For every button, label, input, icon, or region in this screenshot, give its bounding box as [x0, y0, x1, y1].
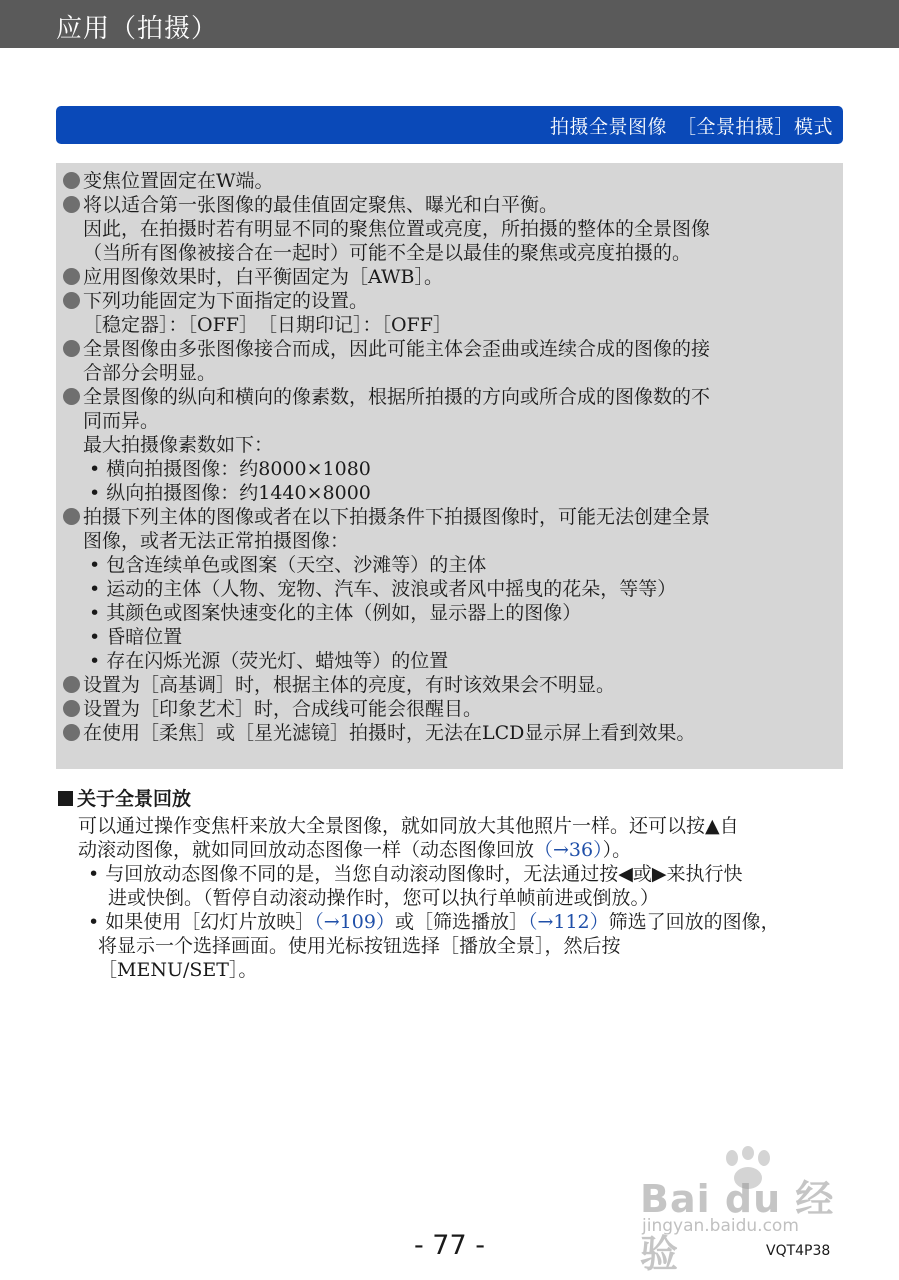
note-item: 拍摄下列主体的图像或者在以下拍摄条件下拍摄图像时，可能无法创建全景	[63, 505, 710, 529]
note-subitem: • 存在闪烁光源（荧光灯、蜡烛等）的位置	[89, 650, 449, 672]
bullet-icon	[63, 196, 80, 213]
playback-text: 动滚动图像，就如同回放动态图像一样（动态图像回放（→36））。	[78, 839, 632, 861]
bullet-icon	[63, 292, 80, 309]
note-text: （当所有图像被接合在一起时）可能不全是以最佳的聚焦或亮度拍摄的。	[83, 242, 692, 264]
bullet-icon	[63, 724, 80, 741]
note-item: 全景图像由多张图像接合而成，因此可能主体会歪曲或连续合成的图像的接	[63, 337, 710, 361]
bullet-icon	[63, 388, 80, 405]
playback-heading: 关于全景回放	[58, 784, 191, 811]
page-title: 应用（拍摄）	[56, 14, 219, 44]
note-item: 设置为［印象艺术］时，合成线可能会很醒目。	[63, 697, 482, 721]
note-subitem: • 运动的主体（人物、宠物、汽车、波浪或者风中摇曳的花朵，等等）	[89, 578, 677, 600]
note-subitem: • 纵向拍摄图像：约1440×8000	[89, 482, 371, 504]
playback-bullet: • 与回放动态图像不同的是，当您自动滚动图像时，无法通过按◀或▶来执行快	[88, 863, 743, 885]
page-ref-link[interactable]: （→109）	[314, 911, 395, 933]
page-number: - 77 -	[413, 1230, 485, 1261]
note-text: 最大拍摄像素数如下：	[83, 434, 274, 456]
playback-bullet: • 如果使用［幻灯片放映］（→109）或［筛选播放］（→112）筛选了回放的图像，	[88, 911, 780, 933]
playback-text: ［MENU/SET］。	[98, 959, 258, 981]
bullet-icon	[63, 676, 80, 693]
mode-banner	[56, 106, 843, 144]
note-item: 设置为［高基调］时，根据主体的亮度，有时该效果会不明显。	[63, 673, 615, 697]
playback-text: 进或快倒。（暂停自动滚动操作时，您可以执行单帧前进或倒放。）	[108, 887, 660, 909]
watermark-brand: Bai du 经验	[640, 1177, 835, 1276]
note-text: 因此，在拍摄时若有明显不同的聚焦位置或亮度，所拍摄的整体的全景图像	[83, 218, 711, 240]
header-bar	[0, 0, 899, 48]
notes-box	[56, 163, 843, 769]
bullet-icon	[63, 700, 80, 717]
note-text: 合部分会明显。	[83, 362, 217, 384]
note-subitem: • 横向拍摄图像：约8000×1080	[89, 458, 371, 480]
note-item: 下列功能固定为下面指定的设置。	[63, 289, 368, 313]
note-item: 在使用［柔焦］或［星光滤镜］拍摄时，无法在LCD显示屏上看到效果。	[63, 721, 695, 745]
note-item: 将以适合第一张图像的最佳值固定聚焦、曝光和白平衡。	[63, 193, 558, 217]
note-text: 同而异。	[83, 410, 160, 432]
note-text: ［稳定器］：［OFF］ ［日期印记］：［OFF］	[83, 314, 452, 336]
note-subitem: • 昏暗位置	[89, 626, 183, 648]
mode-banner-text: 拍摄全景图像 ［全景拍摄］模式	[549, 116, 833, 138]
watermark-url: jingyan.baidu.com	[642, 1216, 799, 1236]
note-item: 变焦位置固定在W端。	[63, 169, 274, 193]
note-text: 图像，或者无法正常拍摄图像：	[83, 530, 350, 552]
document-code: VQT4P38	[766, 1243, 831, 1259]
bullet-icon	[63, 340, 80, 357]
page-ref-link[interactable]: （→112）	[527, 911, 609, 933]
note-item: 应用图像效果时，白平衡固定为［AWB］。	[63, 265, 443, 289]
note-subitem: • 其颜色或图案快速变化的主体（例如，显示器上的图像）	[89, 602, 582, 624]
playback-text: 将显示一个选择画面。使用光标按钮选择［播放全景］，然后按	[98, 935, 621, 957]
playback-text: 可以通过操作变焦杆来放大全景图像，就如同放大其他照片一样。还可以按▲自	[78, 815, 739, 837]
note-subitem: • 包含连续单色或图案（天空、沙滩等）的主体	[89, 554, 487, 576]
bullet-icon	[63, 172, 80, 189]
page-ref-link[interactable]: （→36）	[534, 839, 603, 861]
note-item: 全景图像的纵向和横向的像素数，根据所拍摄的方向或所合成的图像数的不	[63, 385, 710, 409]
square-bullet-icon	[58, 791, 73, 806]
bullet-icon	[63, 268, 80, 285]
bullet-icon	[63, 508, 80, 525]
